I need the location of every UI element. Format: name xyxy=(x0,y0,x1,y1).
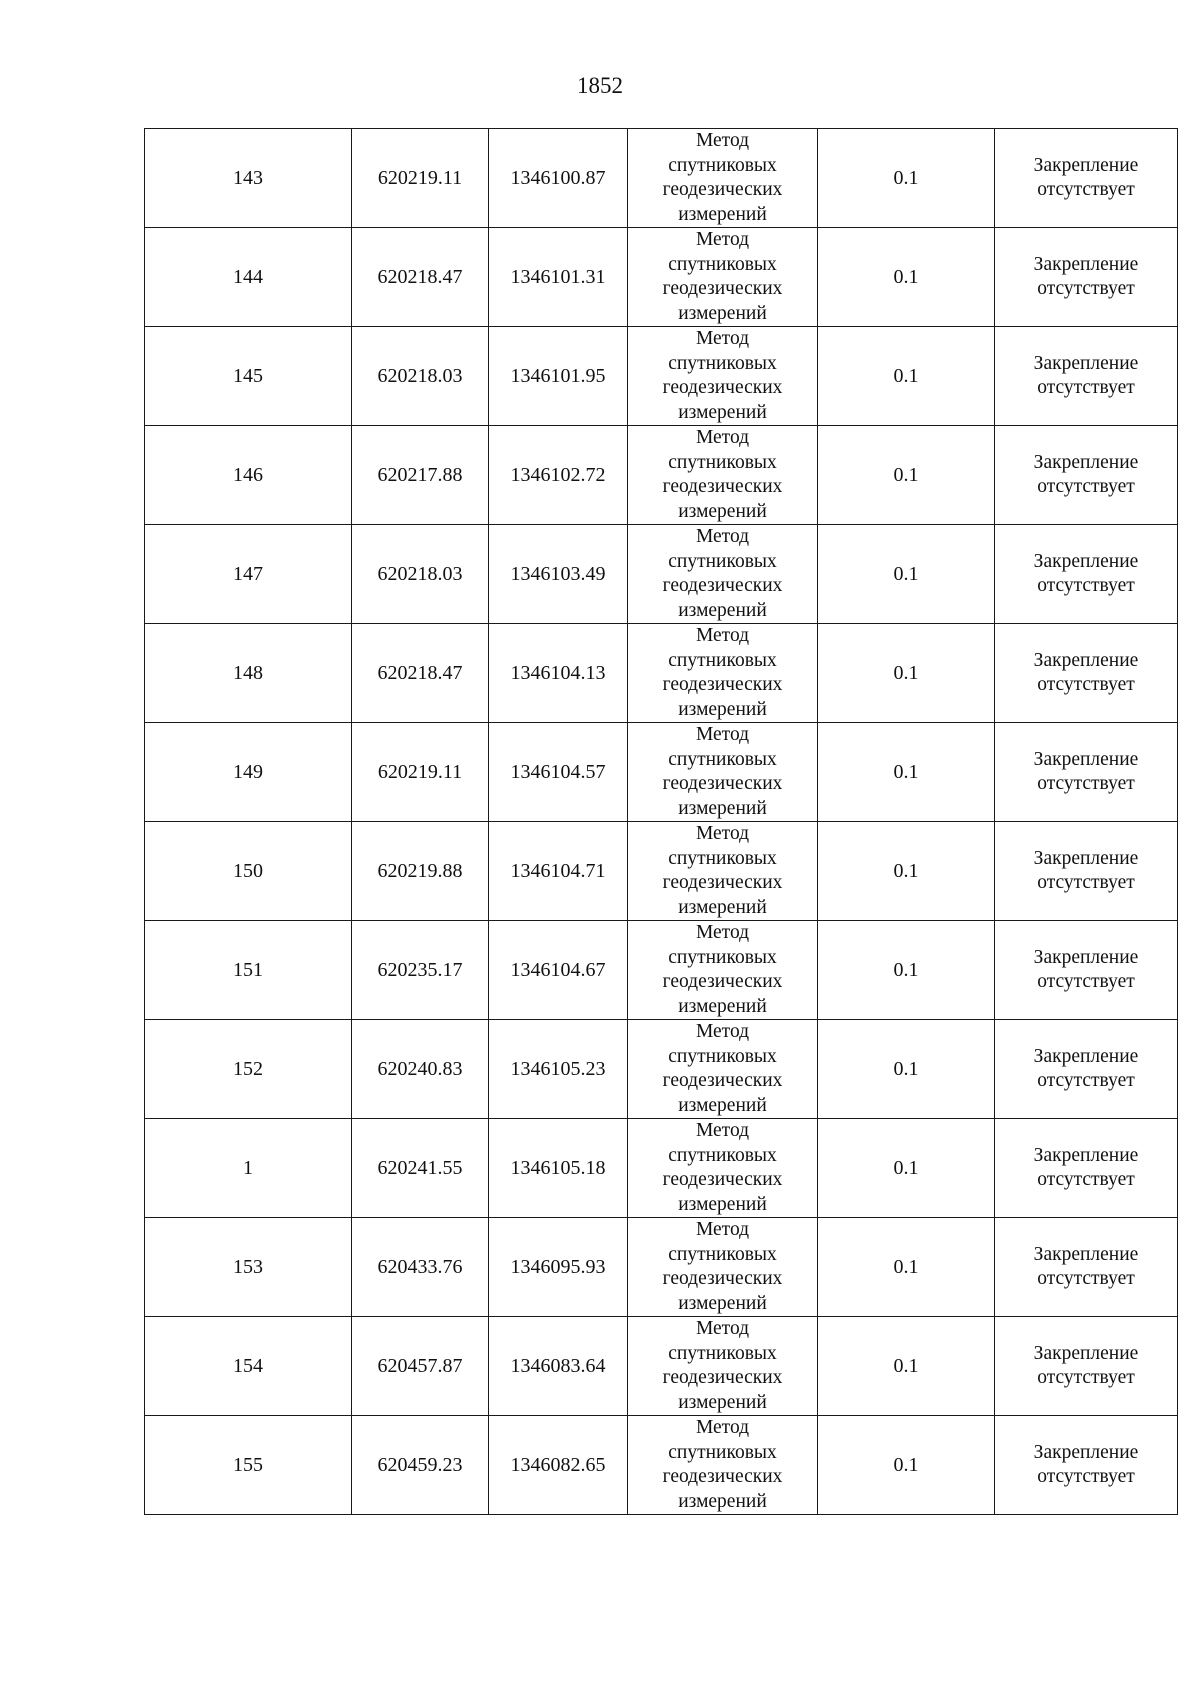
y-coordinate-cell: 1346101.31 xyxy=(489,228,628,327)
y-coordinate-cell: 1346104.13 xyxy=(489,624,628,723)
point-number-cell: 1 xyxy=(145,1119,352,1218)
table-row xyxy=(145,624,1178,723)
x-coordinate-cell: 620218.47 xyxy=(352,228,489,327)
accuracy-cell: 0.1 xyxy=(818,129,995,228)
x-coordinate-cell: 620219.11 xyxy=(352,129,489,228)
point-number-cell: 143 xyxy=(145,129,352,228)
point-number-cell: 148 xyxy=(145,624,352,723)
method-cell: Метод спутниковых геодезических измерений xyxy=(628,624,818,723)
table-row xyxy=(145,723,1178,822)
y-coordinate-cell: 1346103.49 xyxy=(489,525,628,624)
table-row xyxy=(145,1416,1178,1515)
method-cell: Метод спутниковых геодезических измерений xyxy=(628,327,818,426)
y-coordinate-cell: 1346101.95 xyxy=(489,327,628,426)
fixing-cell: Закрепление отсутствует xyxy=(995,426,1178,525)
accuracy-cell: 0.1 xyxy=(818,1218,995,1317)
method-cell: Метод спутниковых геодезических измерений xyxy=(628,1317,818,1416)
y-coordinate-cell: 1346095.93 xyxy=(489,1218,628,1317)
accuracy-cell: 0.1 xyxy=(818,723,995,822)
accuracy-cell: 0.1 xyxy=(818,426,995,525)
point-number-cell: 149 xyxy=(145,723,352,822)
point-number-cell: 150 xyxy=(145,822,352,921)
accuracy-cell: 0.1 xyxy=(818,525,995,624)
method-cell: Метод спутниковых геодезических измерений xyxy=(628,129,818,228)
x-coordinate-cell: 620457.87 xyxy=(352,1317,489,1416)
y-coordinate-cell: 1346082.65 xyxy=(489,1416,628,1515)
accuracy-cell: 0.1 xyxy=(818,921,995,1020)
x-coordinate-cell: 620218.03 xyxy=(352,327,489,426)
table-row xyxy=(145,822,1178,921)
fixing-cell: Закрепление отсутствует xyxy=(995,1119,1178,1218)
fixing-cell: Закрепление отсутствует xyxy=(995,1416,1178,1515)
table-row xyxy=(145,228,1178,327)
accuracy-cell: 0.1 xyxy=(818,1416,995,1515)
y-coordinate-cell: 1346105.23 xyxy=(489,1020,628,1119)
x-coordinate-cell: 620218.47 xyxy=(352,624,489,723)
y-coordinate-cell: 1346100.87 xyxy=(489,129,628,228)
fixing-cell: Закрепление отсутствует xyxy=(995,129,1178,228)
x-coordinate-cell: 620217.88 xyxy=(352,426,489,525)
fixing-cell: Закрепление отсутствует xyxy=(995,723,1178,822)
coordinates-table-body xyxy=(145,129,1178,1515)
y-coordinate-cell: 1346104.67 xyxy=(489,921,628,1020)
accuracy-cell: 0.1 xyxy=(818,624,995,723)
method-cell: Метод спутниковых геодезических измерений xyxy=(628,822,818,921)
accuracy-cell: 0.1 xyxy=(818,327,995,426)
accuracy-cell: 0.1 xyxy=(818,228,995,327)
y-coordinate-cell: 1346105.18 xyxy=(489,1119,628,1218)
y-coordinate-cell: 1346102.72 xyxy=(489,426,628,525)
point-number-cell: 146 xyxy=(145,426,352,525)
fixing-cell: Закрепление отсутствует xyxy=(995,525,1178,624)
x-coordinate-cell: 620433.76 xyxy=(352,1218,489,1317)
y-coordinate-cell: 1346104.57 xyxy=(489,723,628,822)
fixing-cell: Закрепление отсутствует xyxy=(995,228,1178,327)
fixing-cell: Закрепление отсутствует xyxy=(995,822,1178,921)
method-cell: Метод спутниковых геодезических измерений xyxy=(628,921,818,1020)
fixing-cell: Закрепление отсутствует xyxy=(995,327,1178,426)
method-cell: Метод спутниковых геодезических измерений xyxy=(628,1020,818,1119)
fixing-cell: Закрепление отсутствует xyxy=(995,624,1178,723)
method-cell: Метод спутниковых геодезических измерений xyxy=(628,228,818,327)
accuracy-cell: 0.1 xyxy=(818,1119,995,1218)
x-coordinate-cell: 620459.23 xyxy=(352,1416,489,1515)
point-number-cell: 155 xyxy=(145,1416,352,1515)
x-coordinate-cell: 620240.83 xyxy=(352,1020,489,1119)
point-number-cell: 147 xyxy=(145,525,352,624)
method-cell: Метод спутниковых геодезических измерений xyxy=(628,1119,818,1218)
point-number-cell: 144 xyxy=(145,228,352,327)
point-number-cell: 152 xyxy=(145,1020,352,1119)
accuracy-cell: 0.1 xyxy=(818,1317,995,1416)
method-cell: Метод спутниковых геодезических измерений xyxy=(628,525,818,624)
method-cell: Метод спутниковых геодезических измерений xyxy=(628,1416,818,1515)
table-row xyxy=(145,1020,1178,1119)
fixing-cell: Закрепление отсутствует xyxy=(995,1218,1178,1317)
fixing-cell: Закрепление отсутствует xyxy=(995,1020,1178,1119)
x-coordinate-cell: 620219.88 xyxy=(352,822,489,921)
fixing-cell: Закрепление отсутствует xyxy=(995,921,1178,1020)
point-number-cell: 154 xyxy=(145,1317,352,1416)
point-number-cell: 145 xyxy=(145,327,352,426)
coordinates-table xyxy=(144,128,1178,1515)
method-cell: Метод спутниковых геодезических измерений xyxy=(628,426,818,525)
table-row xyxy=(145,1119,1178,1218)
x-coordinate-cell: 620219.11 xyxy=(352,723,489,822)
table-row xyxy=(145,1218,1178,1317)
page-number: 1852 xyxy=(577,73,623,98)
point-number-cell: 151 xyxy=(145,921,352,1020)
table-row xyxy=(145,129,1178,228)
y-coordinate-cell: 1346104.71 xyxy=(489,822,628,921)
y-coordinate-cell: 1346083.64 xyxy=(489,1317,628,1416)
point-number-cell: 153 xyxy=(145,1218,352,1317)
table-row xyxy=(145,1317,1178,1416)
x-coordinate-cell: 620235.17 xyxy=(352,921,489,1020)
x-coordinate-cell: 620218.03 xyxy=(352,525,489,624)
method-cell: Метод спутниковых геодезических измерений xyxy=(628,723,818,822)
method-cell: Метод спутниковых геодезических измерений xyxy=(628,1218,818,1317)
table-row xyxy=(145,525,1178,624)
table-row xyxy=(145,426,1178,525)
accuracy-cell: 0.1 xyxy=(818,822,995,921)
x-coordinate-cell: 620241.55 xyxy=(352,1119,489,1218)
table-row xyxy=(145,921,1178,1020)
fixing-cell: Закрепление отсутствует xyxy=(995,1317,1178,1416)
accuracy-cell: 0.1 xyxy=(818,1020,995,1119)
table-row xyxy=(145,327,1178,426)
